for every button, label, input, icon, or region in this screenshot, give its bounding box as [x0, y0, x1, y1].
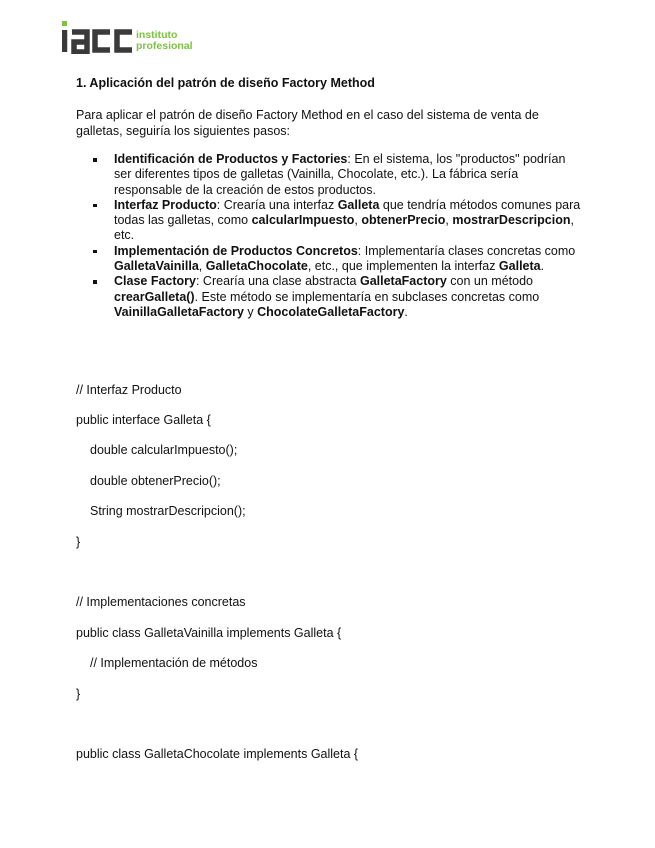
code-line: double obtenerPrecio();: [90, 474, 221, 488]
steps-list: [114, 152, 584, 320]
code-comment: // Implementaciones concretas: [76, 595, 246, 609]
list-item: Interfaz Producto: Crearía una interfaz Galleta que tendría métodos comunes para todas las galletas, como calcularImpuesto, obtenerPrecio, mostrarDescripcion, etc.: [114, 198, 584, 244]
bullet-icon: [93, 158, 97, 162]
bullet-icon: [93, 250, 97, 254]
list-item: Implementación de Productos Concretos: Implementaría clases concretas como GalletaVainilla, GalletaChocolate, etc., que implementen la interfaz Galleta.: [114, 244, 584, 275]
list-item: Identificación de Productos y Factories: En el sistema, los "productos" podrían ser diferentes tipos de galletas (Vainilla, Chocolate, etc.). La fábrica sería responsable de la creación de estos productos.: [114, 152, 584, 198]
code-line: public interface Galleta {: [76, 413, 211, 427]
code-comment: // Interfaz Producto: [76, 383, 182, 397]
intro-paragraph: Para aplicar el patrón de diseño Factory Method en el caso del sistema de venta de galletas, seguiría los siguientes pasos:: [76, 108, 539, 138]
code-line: public class GalletaChocolate implements Galleta {: [76, 747, 359, 761]
section-title: 1. Aplicación del patrón de diseño Factory Method: [76, 76, 375, 90]
code-line: public class GalletaVainilla implements Galleta {: [76, 626, 342, 640]
list-item: Clase Factory: Crearía una clase abstracta GalletaFactory con un método crearGalleta(). Este método se implementaría en subclases concretas como VainillaGalletaFactory y ChocolateGalletaFactory.: [114, 274, 584, 320]
bullet-icon: [93, 280, 97, 284]
bullet-icon: [93, 204, 97, 208]
logo-line1: instituto: [136, 29, 178, 41]
code-line: }: [76, 535, 81, 549]
code-line: String mostrarDescripcion();: [90, 504, 246, 518]
iacc-logo: [62, 20, 202, 54]
code-line: }: [76, 687, 81, 701]
logo-line2: profesional: [136, 40, 193, 52]
code-comment: // Implementación de métodos: [90, 656, 258, 670]
code-line: double calcularImpuesto();: [90, 443, 238, 457]
